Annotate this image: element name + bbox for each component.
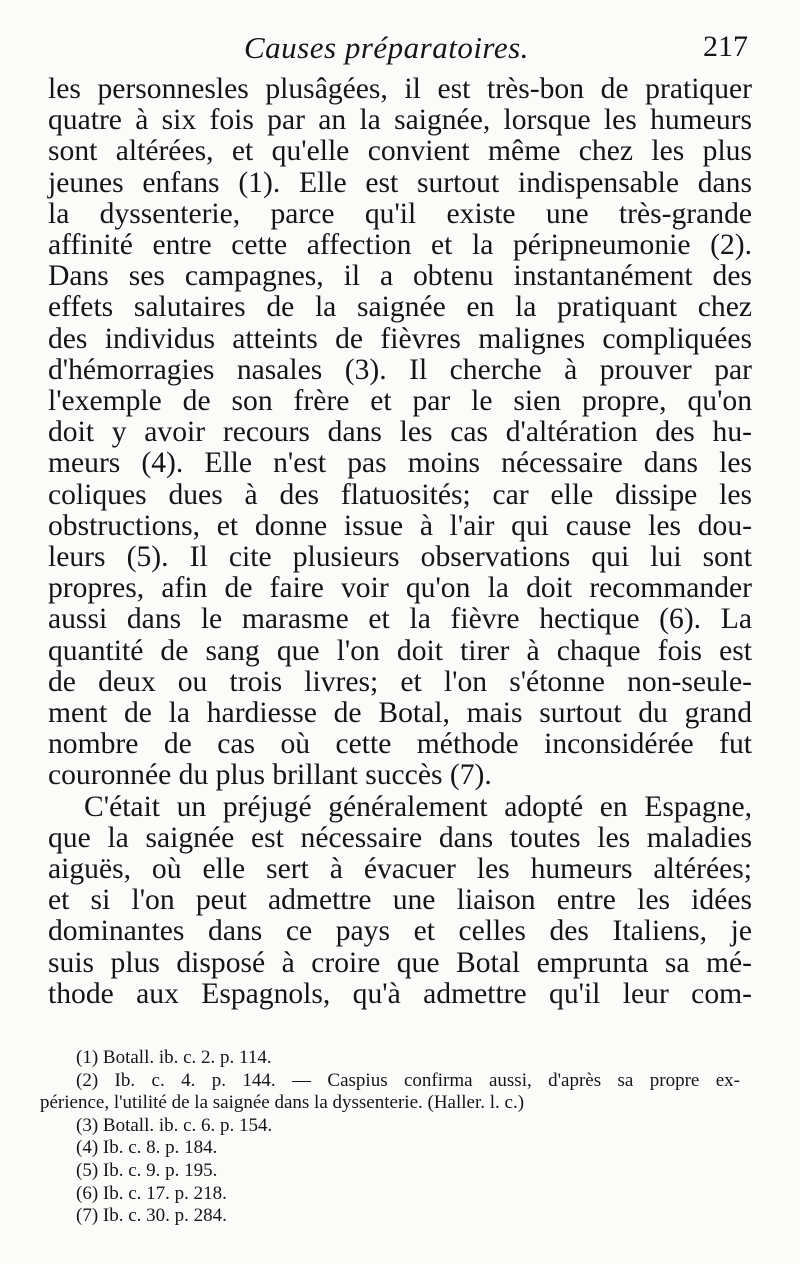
text-line: nombre de cas où cette méthode inconsidérée fut: [48, 728, 752, 761]
footnote: (6) Ib. c. 17. p. 218.: [76, 1182, 227, 1204]
running-head: [48, 30, 748, 70]
text-line: leurs (5). Il cite plusieurs observations qui lui sont: [48, 541, 752, 574]
text-line: l'exemple de son frère et par le sien propre, qu'on: [48, 385, 752, 418]
text-line: et si l'on peut admettre une liaison entre les idées: [48, 884, 752, 917]
text-line: aussi dans le marasme et la fièvre hectique (6). La: [48, 603, 752, 636]
running-title: Causes préparatoires.: [244, 30, 529, 65]
text-line: affinité entre cette affection et la péripneumonie (2).: [48, 229, 752, 262]
text-line: propres, afin de faire voir qu'on la doit recommander: [48, 572, 752, 605]
text-line: coliques dues à des flatuosités; car elle dissipe les: [48, 478, 752, 511]
text-line: effets salutaires de la saignée en la pratiquant chez: [48, 291, 752, 324]
body-text: [48, 74, 752, 1010]
footnote: (4) Ib. c. 8. p. 184.: [76, 1137, 218, 1159]
footnote: (3) Botall. ib. c. 6. p. 154.: [76, 1114, 273, 1136]
footnote: (7) Ib. c. 30. p. 284.: [76, 1205, 227, 1227]
text-line: couronnée du plus brillant succès (7).: [48, 759, 492, 792]
text-line: les personnesles plusâgées, il est très-bon de pratiquer: [48, 73, 752, 105]
text-line: quatre à six fois par an la saignée, lorsque les humeurs: [48, 104, 752, 137]
text-line: des individus atteints de fièvres malignes compliquées: [48, 322, 752, 355]
footnote: (1) Botall. ib. c. 2. p. 114.: [76, 1047, 272, 1068]
text-line: ment de la hardiesse de Botal, mais surtout du grand: [48, 697, 752, 730]
paragraph-1: [48, 74, 752, 792]
footnote: (2) Ib. c. 4. p. 144. — Caspius confirma aussi, d'après sa propre ex-: [76, 1069, 740, 1091]
footnote-continuation: périence, l'utilité de la saignée dans la dyssenterie. (Haller. l. c.): [40, 1092, 525, 1114]
text-line: jeunes enfans (1). Elle est surtout indispensable dans: [48, 166, 752, 199]
text-line: la dyssenterie, parce qu'il existe une très-grande: [48, 197, 752, 230]
text-line: C'était un préjugé généralement adopté en Espagne,: [84, 790, 752, 823]
text-line: doit y avoir recours dans les cas d'altération des hu-: [48, 416, 752, 449]
text-line: dominantes dans ce pays et celles des Italiens, je: [48, 915, 752, 948]
text-line: Dans ses campagnes, il a obtenu instantanément des: [48, 260, 752, 293]
text-line: suis plus disposé à croire que Botal emprunta sa mé-: [48, 946, 752, 979]
page-number: 217: [703, 30, 748, 63]
footnote: (5) Ib. c. 9. p. 195.: [76, 1159, 218, 1181]
text-line: de deux ou trois livres; et l'on s'étonne non-seule-: [48, 665, 752, 698]
text-line: sont altérées, et qu'elle convient même chez les plus: [48, 135, 752, 168]
text-line: obstructions, et donne issue à l'air qui cause les dou-: [48, 509, 752, 542]
paragraph-2: [48, 792, 752, 1010]
text-line: meurs (4). Elle n'est pas moins nécessaire dans les: [48, 447, 752, 480]
text-line: aiguës, où elle sert à évacuer les humeurs altérées;: [48, 853, 752, 886]
text-line: thode aux Espagnols, qu'à admettre qu'il leur com-: [48, 977, 752, 1010]
text-line: d'hémorragies nasales (3). Il cherche à prouver par: [48, 353, 752, 386]
footnotes: [40, 1047, 740, 1228]
text-line: que la saignée est nécessaire dans toutes les maladies: [48, 821, 752, 854]
text-line: quantité de sang que l'on doit tirer à chaque fois est: [48, 634, 752, 667]
